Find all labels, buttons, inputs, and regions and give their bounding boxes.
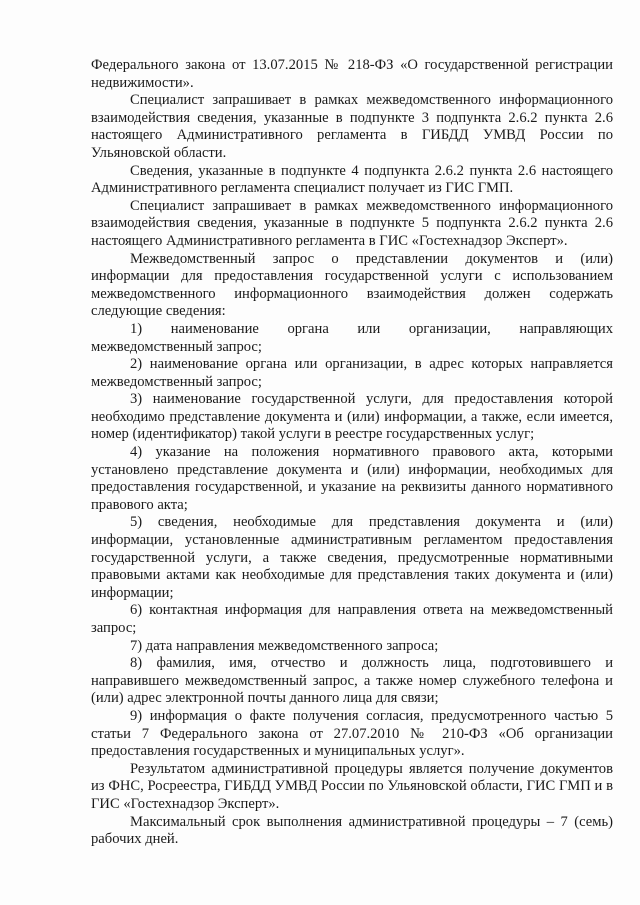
document-body: [91, 57, 613, 849]
list-item-7: 7) дата направления межведомственного запроса;: [130, 637, 439, 654]
paragraph-gibdd-request: Специалист запрашивает в рамках межведомственного информационного взаимодействия сведения, указанные в подпункте 3 подпункта 2.6.2 пункта 2.6 настоящего Административного регламента в ГИБДД УМВД России по Ульяновской области.: [91, 92, 613, 161]
list-item-5: 5) сведения, необходимые для представления документа и (или) информации, установленные административным регламентом предоставления государственной услуги, а также сведения, предусмотренные нормативными правовыми актами как необходимые для представления таких документа и (или) информации;: [91, 514, 613, 601]
list-item-6: 6) контактная информация для направления ответа на межведомственный запрос;: [91, 602, 613, 636]
list-item-8: 8) фамилия, имя, отчество и должность лица, подготовившего и направившего межведомственный запрос, а также номер служебного телефона и (или) адрес электронной почты данного лица для связи;: [91, 655, 613, 707]
list-item-3: 3) наименование государственной услуги, для предоставления которой необходимо представление документа и (или) информации, а также, если имеется, номер (идентификатор) такой услуги в реестре государственных услуг;: [91, 391, 613, 443]
list-item-4: 4) указание на положения нормативного правового акта, которыми установлено представление документа и (или) информации, необходимых для предоставления государственной, и указание на реквизиты данного нормативного правового акта;: [91, 444, 613, 513]
paragraph-request-contents: Межведомственный запрос о представлении документов и (или) информации для предоставления государственной услуги с использованием межведомственного информационного взаимодействия должен содержать следующие сведения:: [91, 250, 613, 320]
paragraph-gostekhnadzor-request: Специалист запрашивает в рамках межведомственного информационного взаимодействия сведения, указанные в подпункте 5 подпункта 2.6.2 пункта 2.6 настоящего Административного регламента в ГИС «Гостехнадзор Эксперт».: [91, 197, 613, 249]
list-item-1: 1) наименование органа или организации, направляющих межведомственный запрос;: [91, 320, 613, 355]
paragraph-max-duration: Максимальный срок выполнения административной процедуры – 7 (семь) рабочих дней.: [91, 813, 613, 848]
paragraph-law-reference: Федерального закона от 13.07.2015 № 218-ФЗ «О государственной регистрации недвижимости».: [91, 57, 613, 91]
paragraph-gis-gmp: Сведения, указанные в подпункте 4 подпункта 2.6.2 пункта 2.6 настоящего Административного регламента специалист получает из ГИС ГМП.: [91, 162, 613, 197]
list-item-2: 2) наименование органа или организации, в адрес которых направляется межведомственный запрос;: [91, 356, 613, 390]
list-item-9: 9) информация о факте получения согласия, предусмотренного частью 5 статьи 7 Федерального закона от 27.07.2010 № 210-ФЗ «Об организации предоставления государственных и муниципальных услуг».: [91, 707, 613, 760]
paragraph-procedure-result: Результатом административной процедуры является получение документов из ФНС, Росреестра, ГИБДД УМВД России по Ульяновской области, ГИС ГМП и в ГИС «Гостехнадзор Эксперт».: [91, 760, 613, 812]
